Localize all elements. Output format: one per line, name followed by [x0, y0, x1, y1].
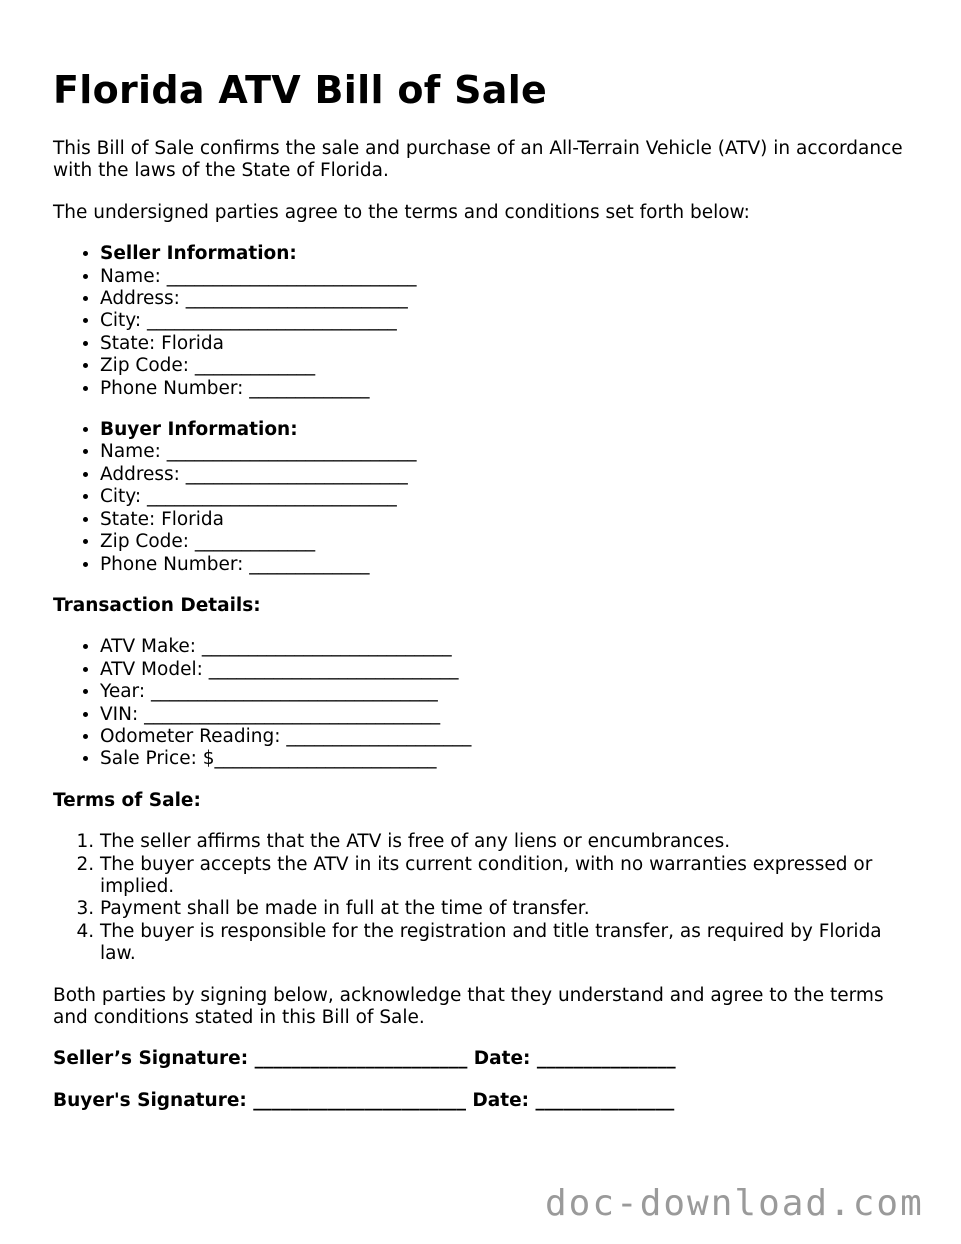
term-item: 4. The buyer is responsible for the registration and title transfer, as required by Florida law.	[100, 921, 913, 966]
buyer-zip-field: • Zip Code: _____________	[100, 531, 913, 553]
agreement-paragraph: The undersigned parties agree to the terms and conditions set forth below:	[53, 201, 750, 223]
document-page	[53, 62, 913, 1131]
transaction-details-list	[53, 636, 913, 770]
transaction-details-heading: Transaction Details:	[53, 594, 261, 616]
buyer-city-field: • City: ___________________________	[100, 486, 913, 508]
seller-zip-field: • Zip Code: _____________	[100, 355, 913, 377]
atv-model-field: • ATV Model: ___________________________	[100, 659, 913, 681]
term-item: 3. Payment shall be made in full at the time of transfer.	[100, 898, 913, 920]
terms-of-sale-heading: Terms of Sale:	[53, 789, 201, 811]
seller-phone-field: • Phone Number: _____________	[100, 378, 913, 400]
seller-name-field: • Name: ___________________________	[100, 266, 913, 288]
watermark: doc-download.com	[545, 1183, 924, 1224]
buyer-phone-field: • Phone Number: _____________	[100, 554, 913, 576]
seller-info-heading: • Seller Information:	[100, 243, 913, 265]
seller-signature-line: Seller’s Signature: _______________________ Date: _______________	[53, 1048, 676, 1070]
document-title: Florida ATV Bill of Sale	[53, 68, 548, 112]
term-item: 2. The buyer accepts the ATV in its current condition, with no warranties expressed or implied.	[100, 854, 913, 899]
seller-city-field: • City: ___________________________	[100, 310, 913, 332]
seller-info-list	[53, 243, 913, 400]
buyer-state-field: • State: Florida	[100, 509, 913, 531]
odometer-field: • Odometer Reading: ____________________	[100, 726, 913, 748]
terms-of-sale-list	[53, 831, 913, 965]
buyer-name-field: • Name: ___________________________	[100, 441, 913, 463]
seller-state-field: • State: Florida	[100, 333, 913, 355]
term-item: 1. The seller affirms that the ATV is free of any liens or encumbrances.	[100, 831, 913, 853]
vin-field: • VIN: ________________________________	[100, 704, 913, 726]
sale-price-field: • Sale Price: $________________________	[100, 748, 913, 770]
buyer-info-heading: • Buyer Information:	[100, 419, 913, 441]
acknowledgement-paragraph: Both parties by signing below, acknowledge that they understand and agree to the terms and conditions stated in this Bill of Sale.	[53, 984, 884, 1028]
intro-paragraph: This Bill of Sale confirms the sale and purchase of an All-Terrain Vehicle (ATV) in accordance with the laws of the State of Florida.	[53, 138, 903, 182]
seller-address-field: • Address: ________________________	[100, 288, 913, 310]
atv-make-field: • ATV Make: ___________________________	[100, 636, 913, 658]
buyer-address-field: • Address: ________________________	[100, 464, 913, 486]
year-field: • Year: _______________________________	[100, 681, 913, 703]
buyer-info-list	[53, 419, 913, 576]
buyer-signature-line: Buyer's Signature: _______________________ Date: _______________	[53, 1089, 675, 1111]
